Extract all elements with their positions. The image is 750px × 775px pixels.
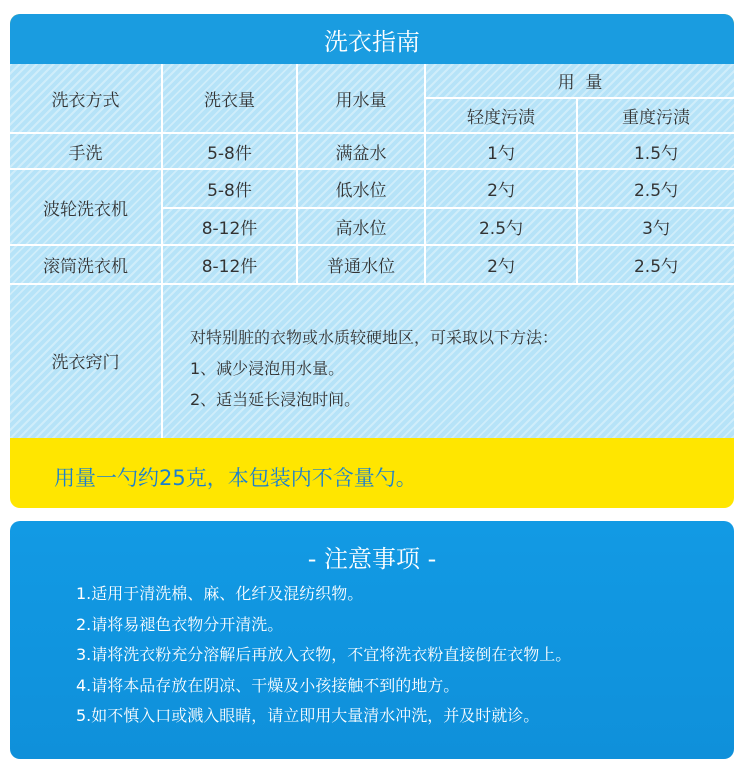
row-water: 普通水位 xyxy=(327,257,395,277)
row-method: 手洗 xyxy=(68,143,103,164)
notice-item: 2.请将易褪色衣物分开清洗。 xyxy=(76,614,284,634)
row-water: 高水位 xyxy=(335,219,387,239)
tips-line: 对特别脏的衣物或水质较硬地区，可采取以下方法： xyxy=(190,328,559,347)
tips-text xyxy=(190,322,710,415)
row-light-dose: 1勺 xyxy=(487,143,515,164)
guide-title: 洗衣指南 xyxy=(10,14,734,64)
notice-item: 1.适用于清洗棉、麻、化纤及混纺织物。 xyxy=(76,584,364,603)
tips-line: 1、减少浸泡用水量。 xyxy=(190,359,345,378)
header-light-stain: 轻度污渍 xyxy=(467,108,535,128)
notice-title: - 注意事项 - xyxy=(307,545,437,573)
row-light-dose: 2.5勺 xyxy=(478,219,524,239)
header-dosage: 用 量 xyxy=(557,73,603,93)
tips-line: 2、适当延长浸泡时间。 xyxy=(190,390,361,409)
header-water: 用水量 xyxy=(335,90,387,111)
header-method: 洗衣方式 xyxy=(51,90,120,111)
tips-label: 洗衣窍门 xyxy=(51,352,120,373)
notice-item: 5.如不慎入口或溅入眼睛，请立即用大量清水冲洗，并及时就诊。 xyxy=(76,706,540,725)
row-amount: 8-12件 xyxy=(201,257,258,277)
laundry-guide-table xyxy=(10,64,734,438)
row-light-dose: 2勺 xyxy=(487,257,515,277)
row-light-dose: 2勺 xyxy=(487,181,515,201)
dosage-note: 用量一勺约25克，本包装内不含量勺。 xyxy=(54,466,417,490)
notice-card xyxy=(10,521,734,759)
row-amount: 5-8件 xyxy=(207,181,252,201)
row-heavy-dose: 3勺 xyxy=(642,219,670,239)
header-heavy-stain: 重度污渍 xyxy=(622,108,690,128)
row-heavy-dose: 2.5勺 xyxy=(633,257,679,277)
row-heavy-dose: 2.5勺 xyxy=(633,181,679,201)
row-amount: 8-12件 xyxy=(201,219,258,239)
row-method: 波轮洗衣机 xyxy=(43,199,128,220)
notice-item: 4.请将本品存放在阴凉、干燥及小孩接触不到的地方。 xyxy=(76,675,460,695)
row-water: 满盆水 xyxy=(335,143,387,164)
row-water: 低水位 xyxy=(335,181,387,201)
notice-list xyxy=(76,579,571,732)
row-method: 滚筒洗衣机 xyxy=(43,257,128,277)
row-amount: 5-8件 xyxy=(207,143,252,164)
laundry-guide-card xyxy=(10,14,734,508)
header-amount: 洗衣量 xyxy=(204,90,255,111)
row-heavy-dose: 1.5勺 xyxy=(633,143,679,164)
notice-item: 3.请将洗衣粉充分溶解后再放入衣物，不宜将洗衣粉直接倒在衣物上。 xyxy=(76,645,572,664)
